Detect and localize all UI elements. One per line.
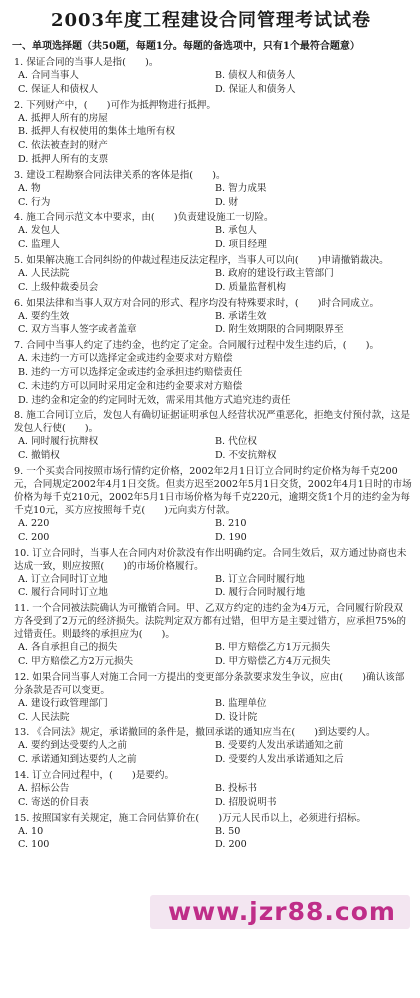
section-heading: 一、单项选择题（共50题，每题1分。每题的备选项中，只有1个最符合题意） xyxy=(12,41,360,52)
question-4 xyxy=(10,211,412,252)
option-c: C. 寄送的价目表 xyxy=(18,796,89,808)
option-b: B. 债权人和债务人 xyxy=(215,70,296,81)
question-stem: 3. 建设工程勘察合同法律关系的客体是指( )。 xyxy=(14,169,226,181)
option-list xyxy=(10,435,412,463)
option-a: A. 各自承担自己的损失 xyxy=(18,642,118,654)
question-9 xyxy=(10,465,412,545)
option-d: D. 200 xyxy=(215,839,247,851)
option-b: B. 违约一方可以选择定金或违约金承担违约赔偿责任 xyxy=(18,366,243,378)
question-10 xyxy=(10,547,412,601)
option-d: D. 财 xyxy=(215,196,239,208)
option-d: D. 受要约人发出承诺通知之后 xyxy=(215,754,344,766)
option-c: C. 保证人和债权人 xyxy=(18,83,99,95)
option-d: D. 附生效期限的合同期限界至 xyxy=(215,324,344,336)
option-list xyxy=(10,782,412,810)
option-list xyxy=(10,182,412,210)
option-b: B. 承诺生效 xyxy=(215,310,267,322)
option-a: A. 要约生效 xyxy=(18,310,70,322)
option-c: C. 撤销权 xyxy=(18,450,60,462)
option-a: A. 建设行政管理部门 xyxy=(18,697,108,709)
option-a: A. 220 xyxy=(18,517,50,529)
question-stem: 6. 如果法律和当事人双方对合同的形式、程序均没有特殊要求时，( )时合同成立。 xyxy=(14,297,380,309)
question-stem: 12. 如果合同当事人对施工合同一方提出的变更部分条款要求发生争议，应由( )确认该部分条款是否可以变更。 xyxy=(14,671,405,696)
option-list xyxy=(10,697,412,725)
option-a: A. 合同当事人 xyxy=(18,70,79,81)
question-stem: 10. 订立合同时，当事人在合同内对价款没有作出明确约定。合同生效后，双方通过协商也未达成一致，则应按照( )的市场价格履行。 xyxy=(14,547,407,572)
watermark xyxy=(150,895,410,929)
option-c: C. 履行合同时订立地 xyxy=(18,587,108,599)
question-6 xyxy=(10,297,412,338)
question-stem: 15. 按照国家有关规定，施工合同估算价在( )万元人民币以上，必须进行招标。 xyxy=(14,812,366,824)
option-c: C. 双方当事人签字或者盖章 xyxy=(18,324,137,336)
option-c: C. 行为 xyxy=(18,196,51,208)
question-2 xyxy=(10,99,412,167)
option-a: A. 未违约一方可以选择定金或违约金要求对方赔偿 xyxy=(18,353,233,365)
option-b: B. 受要约人发出承诺通知之前 xyxy=(215,740,344,752)
question-stem: 1. 保证合同的当事人是指( )。 xyxy=(14,57,159,68)
question-3 xyxy=(10,169,412,210)
question-stem: 7. 合同中当事人约定了违约金，也约定了定金。合同履行过程中发生违约后，( )。 xyxy=(14,340,380,352)
option-list xyxy=(10,112,412,167)
question-13 xyxy=(10,726,412,767)
option-b: B. 50 xyxy=(215,825,241,837)
option-c: C. 未违约方可以同时采用定金和违约金要求对方赔偿 xyxy=(18,380,243,392)
option-list xyxy=(10,825,412,853)
option-list xyxy=(10,573,412,601)
option-c: C. 承诺通知到达要约人之前 xyxy=(18,754,137,766)
option-c: C. 依法被查封的财产 xyxy=(18,140,108,152)
option-b: B. 订立合同时履行地 xyxy=(215,573,305,585)
watermark-text: www.jzr88.com xyxy=(168,897,396,926)
option-c: C. 200 xyxy=(18,531,50,543)
option-d: D. 质量监督机构 xyxy=(215,281,287,293)
option-a: A. 发包人 xyxy=(18,225,60,237)
option-a: A. 招标公告 xyxy=(18,782,70,794)
question-7 xyxy=(10,339,412,407)
option-d: D. 190 xyxy=(215,531,247,543)
option-d: D. 甲方赔偿乙方4万元损失 xyxy=(215,655,331,667)
option-b: B. 承包人 xyxy=(215,225,257,237)
question-stem: 5. 如果解决施工合同纠纷的仲裁过程违反法定程序，当事人可以向( )申请撤销裁决。 xyxy=(14,254,389,266)
option-c: C. 人民法院 xyxy=(18,711,70,723)
question-14 xyxy=(10,769,412,810)
option-b: B. 智力成果 xyxy=(215,182,267,194)
question-11 xyxy=(10,602,412,669)
option-b: B. 政府的建设行政主管部门 xyxy=(215,267,334,279)
option-a: A. 订立合同时订立地 xyxy=(18,573,108,585)
option-d: D. 抵押人所有的支票 xyxy=(18,153,109,165)
option-list xyxy=(10,352,412,407)
option-d: D. 招股说明书 xyxy=(215,796,277,808)
option-d: D. 违约金和定金的约定同时无效，需采用其他方式追究违约责任 xyxy=(18,394,291,406)
option-c: C. 上级仲裁委员会 xyxy=(18,281,99,293)
option-a: A. 物 xyxy=(18,182,41,194)
option-b: B. 监理单位 xyxy=(215,697,267,709)
question-stem: 4. 施工合同示范文本中要求，由( )负责建设施工一切险。 xyxy=(14,212,274,224)
option-list xyxy=(10,641,412,669)
option-d: D. 履行合同时履行地 xyxy=(215,587,306,599)
option-d: D. 设计院 xyxy=(215,711,258,723)
question-stem: 9. 一个买卖合同按照市场行情约定价格，2002年2月1日订立合同时约定价格为每千克200元，合同规定2002年4月1日交货。但卖方迟至2002年5月1日交货，2002年4月1日时的市场价格为每千克210元，2002年5月1日市场价格为每千克220元，逾期交货1个月的违约金为每千克10元，买方应按照每千克( )元向卖方付款。 xyxy=(14,465,412,516)
option-list xyxy=(10,310,412,338)
option-b: B. 代位权 xyxy=(215,436,257,448)
option-d: D. 项目经理 xyxy=(215,239,267,251)
question-8 xyxy=(10,409,412,463)
page-title: 2003年度工程建设合同管理考试试卷 xyxy=(50,10,372,31)
option-list xyxy=(10,267,412,295)
question-5 xyxy=(10,254,412,295)
question-1 xyxy=(10,56,412,97)
option-a: A. 10 xyxy=(18,825,44,837)
option-list xyxy=(10,224,412,252)
option-b: B. 210 xyxy=(215,517,247,529)
option-a: A. 同时履行抗辩权 xyxy=(18,436,99,448)
question-list xyxy=(10,56,412,852)
question-15 xyxy=(10,812,412,853)
question-stem: 2. 下列财产中，( )可作为抵押物进行抵押。 xyxy=(14,99,216,111)
option-d: D. 保证人和债务人 xyxy=(215,83,296,95)
question-stem: 14. 订立合同过程中，( )是要约。 xyxy=(14,769,175,781)
question-stem: 13. 《合同法》规定，承诺撤回的条件是，撤回承诺的通知应当在( )到达要约人。 xyxy=(14,727,376,739)
option-c: C. 甲方赔偿乙方2万元损失 xyxy=(18,655,134,667)
option-c: C. 监理人 xyxy=(18,239,60,251)
option-b: B. 甲方赔偿乙方1万元损失 xyxy=(215,642,331,654)
question-stem: 11. 一个合同被法院确认为可撤销合同。甲、乙双方约定的违约金为4万元，合同履行阶段双方各受到了2万元的经济损失。法院判定双方都有过错，但甲方是主要过错方，应承担75%的过错责任。则最终的承担应为( )。 xyxy=(14,603,406,641)
option-d: D. 不安抗辩权 xyxy=(215,450,277,462)
option-a: A. 人民法院 xyxy=(18,267,70,279)
option-list xyxy=(10,739,412,767)
question-stem: 8. 施工合同订立后，发包人有确切证据证明承包人经营状况严重恶化，拒绝支付预付款，这是发包人行使( )。 xyxy=(14,410,410,435)
option-a: A. 要约到达受要约人之前 xyxy=(18,740,127,752)
option-a: A. 抵押人所有的房屋 xyxy=(18,112,108,124)
option-b: B. 投标书 xyxy=(215,782,257,794)
option-b: B. 抵押人有权使用的集体土地所有权 xyxy=(18,126,176,138)
question-12 xyxy=(10,671,412,725)
option-list xyxy=(10,517,412,545)
option-c: C. 100 xyxy=(18,839,50,851)
option-list xyxy=(10,69,412,97)
